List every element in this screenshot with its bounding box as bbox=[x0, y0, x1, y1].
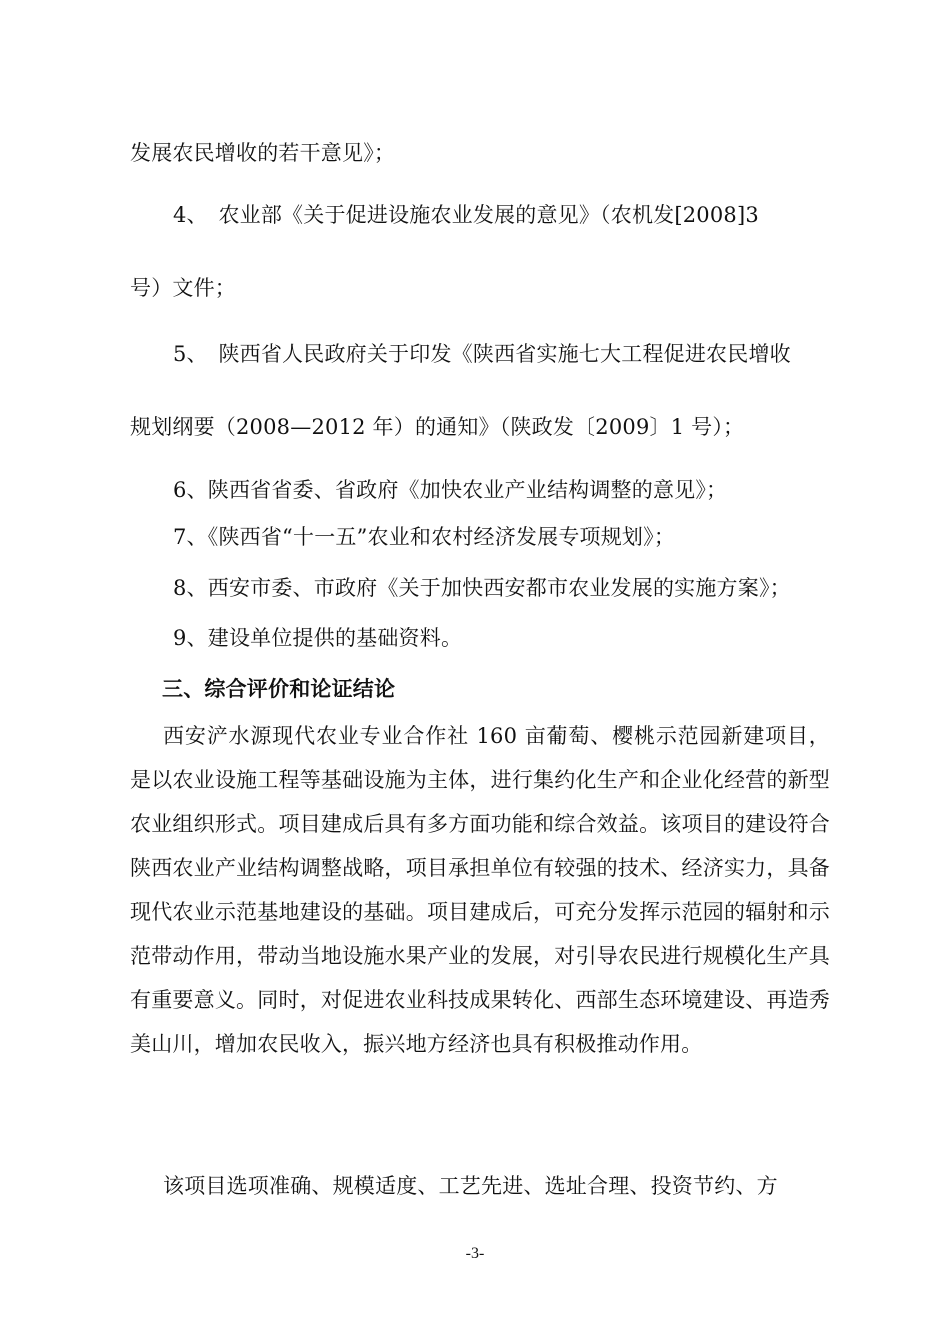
list-item-6: 6、陕西省省委、省政府《加快农业产业结构调整的意见》； bbox=[173, 478, 728, 502]
page-number: -3- bbox=[465, 1245, 485, 1262]
list-item-5-line2: 规划纲要（2008—2012 年）的通知》（陕政发〔2009〕1 号）； bbox=[130, 415, 745, 439]
section-heading: 三、综合评价和论证结论 bbox=[162, 676, 396, 701]
list-item-8: 8、西安市委、市政府《关于加快西安都市农业发展的实施方案》； bbox=[173, 576, 791, 600]
conclusion-paragraph: 西安浐水源现代农业专业合作社 160 亩葡萄、樱桃示范园新建项目，是以农业设施工程等基础设施为主体，进行集约化生产和企业化经营的新型农业组织形式。项目建成后具有多方面功能和综合效益。该项目的建设符合陕西农业产业结构调整战略，项目承担单位有较强的技术、经济实力，具备现代农业示范基地建设的基础。项目建成后，可充分发挥示范园的辐射和示范带动作用，带动当地设施水果产业的发展，对引导农民进行规模化生产具有重要意义。同时，对促进农业科技成果转化、西部生态环境建设、再造秀美山川，增加农民收入，振兴地方经济也具有积极推动作用。 bbox=[130, 724, 830, 1056]
list-item-7: 7、《陕西省“十一五”农业和农村经济发展专项规划》； bbox=[173, 525, 676, 549]
list-item-4-line1: 4、 农业部《关于促进设施农业发展的意见》（农机发[2008]3 bbox=[173, 203, 759, 227]
list-item-4-line2: 号）文件； bbox=[130, 276, 236, 300]
continuation-line: 发展农民增收的若干意见》； bbox=[130, 141, 396, 165]
paragraph-continued: 该项目选项准确、规模适度、工艺先进、选址合理、投资节约、方 bbox=[163, 1174, 778, 1198]
list-item-5-line1: 5、 陕西省人民政府关于印发《陕西省实施七大工程促进农民增收 bbox=[173, 342, 791, 366]
list-item-9: 9、建设单位提供的基础资料。 bbox=[173, 626, 463, 650]
